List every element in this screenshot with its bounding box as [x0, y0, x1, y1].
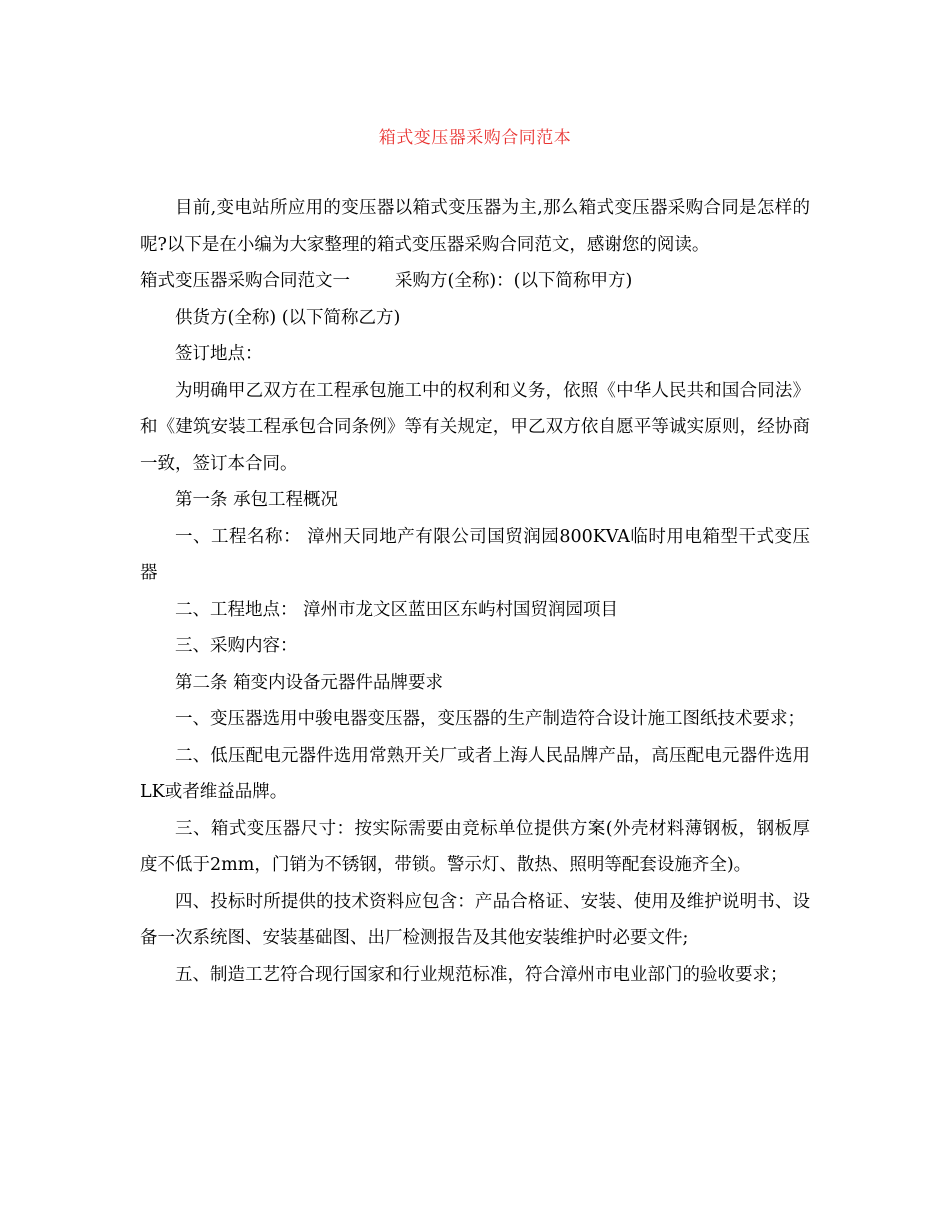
buyer-line: 采购方(全称)：(以下简称甲方): [395, 271, 633, 291]
article2-item4: 四、投标时所提供的技术资料应包含：产品合格证、安装、使用及维护说明书、设备一次系统图、安装基础图、出厂检测报告及其他安装维护时必要文件;: [140, 891, 810, 948]
document-body: [140, 190, 810, 993]
document-title: 箱式变压器采购合同范本: [378, 128, 572, 148]
intro-paragraph: 目前,变电站所应用的变压器以箱式变压器为主,那么箱式变压器采购合同是怎样的呢?以下是在小编为大家整理的箱式变压器采购合同范文，感谢您的阅读。: [140, 198, 810, 255]
article1-item2: 二、工程地点： 漳州市龙文区蓝田区东屿村国贸润园项目: [175, 599, 619, 620]
article1-item3: 三、采购内容：: [175, 636, 298, 656]
article2-title: 第二条 箱变内设备元器件品牌要求: [175, 672, 444, 693]
article2-item5: 五、制造工艺符合现行国家和行业规范标准，符合漳州市电业部门的验收要求；: [175, 964, 788, 985]
signing-place-line: 签订地点：: [175, 344, 263, 364]
preamble-paragraph: 为明确甲乙双方在工程承包施工中的权利和义务，依照《中华人民共和国合同法》和《建筑安装工程承包合同条例》等有关规定，甲乙双方依自愿平等诚实原则，经协商一致，签订本合同。: [140, 380, 810, 474]
article2-item3: 三、箱式变压器尺寸：按实际需要由竞标单位提供方案(外壳材料薄钢板，钢板厚度不低于2mm，门销为不锈钢，带锁。警示灯、散热、照明等配套设施齐全)。: [140, 818, 810, 875]
article1-item1: 一、工程名称： 漳州天同地产有限公司国贸润园800KVA临时用电箱型干式变压器: [140, 526, 810, 583]
article1-title: 第一条 承包工程概况: [175, 490, 339, 510]
article2-item1: 一、变压器选用中骏电器变压器，变压器的生产制造符合设计施工图纸技术要求；: [175, 709, 805, 729]
sample-heading: 箱式变压器采购合同范文一: [140, 271, 350, 291]
sample-heading-line: [140, 263, 810, 300]
supplier-line: 供货方(全称) (以下简称乙方): [175, 307, 401, 328]
article2-item2: 二、低压配电元器件选用常熟开关厂或者上海人民品牌产品，高压配电元器件选用LK或者维益品牌。: [140, 745, 810, 802]
